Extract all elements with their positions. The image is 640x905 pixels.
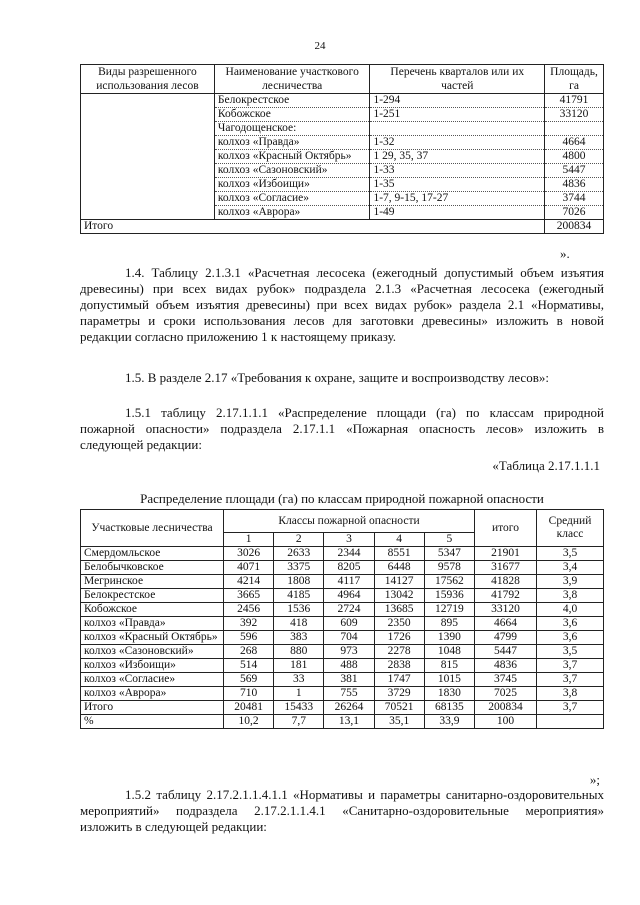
class-1-cell: 3026: [224, 547, 274, 561]
paragraph-1-4: 1.4. Таблицу 2.1.3.1 «Расчетная лесосека (ежегодный допустимый объем изъятия древесины) при всех видах рубок» подраздела 2.1.3 «Расчетная лесосека (ежегодный допустимый объем изъятия древесины) при всех видах рубок» раздела 2.1 «Нормативы, параметры и сроки использования лесов для заготовки древесины» изложить в новой редакции согласно приложению 1 к настоящему приказу.: [80, 265, 604, 344]
quarters-cell: 1-294: [370, 94, 545, 108]
total-cell: 5447: [475, 645, 537, 659]
class-4-cell: 35,1: [374, 715, 424, 729]
table-row: [81, 659, 604, 673]
table-row: [81, 631, 604, 645]
area-cell: 7026: [545, 206, 604, 220]
average-class-cell: 3,4: [537, 561, 604, 575]
forestry-name-cell: Смердомльское: [81, 547, 224, 561]
class-2-cell: 2633: [274, 547, 324, 561]
paragraph-1-5-2: 1.5.2 таблицу 2.17.2.1.1.4.1.1 «Нормативы и параметры санитарно-оздоровительных мероприятий» подраздела 2.17.2.1.1.4.1 «Санитарно-оздоровительные мероприятия» изложить в следующей редакции:: [80, 787, 604, 834]
class-5-cell: 895: [424, 617, 474, 631]
class-5-cell: 5347: [424, 547, 474, 561]
table-row: [81, 687, 604, 701]
forestry-name-cell: колхоз «Аврора»: [214, 206, 370, 220]
class-2-cell: 1: [274, 687, 324, 701]
total-cell: 3745: [475, 673, 537, 687]
class-2-cell: 33: [274, 673, 324, 687]
table-row: [81, 108, 604, 122]
class-3-cell: 4964: [324, 589, 374, 603]
class-5-cell: 68135: [424, 701, 474, 715]
table-row: [81, 561, 604, 575]
area-cell: 33120: [545, 108, 604, 122]
total-cell: 4799: [475, 631, 537, 645]
average-class-cell: 3,5: [537, 645, 604, 659]
area-cell: 5447: [545, 164, 604, 178]
total-row: [81, 220, 604, 234]
total-cell: 4664: [475, 617, 537, 631]
total-cell: 4836: [475, 659, 537, 673]
quarters-cell: 1-7, 9-15, 17-27: [370, 192, 545, 206]
class-4-cell: 2838: [374, 659, 424, 673]
class-3-header: 3: [324, 533, 374, 547]
header-area: Площадь, га: [545, 65, 604, 94]
area-cell: 3744: [545, 192, 604, 206]
forestry-name-cell: Мегринское: [81, 575, 224, 589]
class-2-cell: 1536: [274, 603, 324, 617]
forestry-name-cell: колхоз «Избоищи»: [81, 659, 224, 673]
class-5-cell: 15936: [424, 589, 474, 603]
class-2-cell: 383: [274, 631, 324, 645]
class-1-cell: 20481: [224, 701, 274, 715]
table2-caption: Распределение площади (га) по классам природной пожарной опасности: [140, 491, 544, 506]
class-5-cell: 1830: [424, 687, 474, 701]
forestry-name-cell: колхоз «Красный Октябрь»: [214, 150, 370, 164]
header-use-type: Виды разрешенного использования лесов: [81, 65, 215, 94]
class-1-cell: 4214: [224, 575, 274, 589]
quarters-cell: 1 29, 35, 37: [370, 150, 545, 164]
class-3-cell: 755: [324, 687, 374, 701]
class-4-cell: 2350: [374, 617, 424, 631]
class-3-cell: 2724: [324, 603, 374, 617]
total-cell: 33120: [475, 603, 537, 617]
table-row: [81, 192, 604, 206]
table-row: [81, 164, 604, 178]
area-cell: 4664: [545, 136, 604, 150]
use-type-cell: [81, 150, 215, 164]
class-3-cell: 973: [324, 645, 374, 659]
class-4-cell: 3729: [374, 687, 424, 701]
table-row: [81, 673, 604, 687]
class-3-cell: 488: [324, 659, 374, 673]
header-quarters: Перечень кварталов или их частей: [370, 65, 545, 94]
quarters-cell: 1-32: [370, 136, 545, 150]
table-row: [81, 645, 604, 659]
quarters-cell: 1-35: [370, 178, 545, 192]
class-5-cell: 1390: [424, 631, 474, 645]
area-cell: 41791: [545, 94, 604, 108]
class-1-cell: 268: [224, 645, 274, 659]
forestry-name-cell: %: [81, 715, 224, 729]
class-2-header: 2: [274, 533, 324, 547]
use-type-cell: [81, 164, 215, 178]
forest-use-table: [80, 64, 604, 234]
use-type-cell: [81, 192, 215, 206]
class-3-cell: 13,1: [324, 715, 374, 729]
table-row: [81, 603, 604, 617]
class-2-cell: 1808: [274, 575, 324, 589]
class-3-cell: 4117: [324, 575, 374, 589]
table-header-row: [81, 510, 604, 533]
class-4-cell: 1726: [374, 631, 424, 645]
average-class-cell: 3,9: [537, 575, 604, 589]
average-class-cell: 3,8: [537, 687, 604, 701]
forestry-name-cell: колхоз «Красный Октябрь»: [81, 631, 224, 645]
average-class-cell: 3,6: [537, 617, 604, 631]
class-5-cell: 17562: [424, 575, 474, 589]
class-1-cell: 569: [224, 673, 274, 687]
table-number-label: «Таблица 2.17.1.1.1: [492, 458, 600, 473]
table-row: [81, 701, 604, 715]
table2-closing-quote: »;: [589, 772, 600, 787]
class-5-header: 5: [424, 533, 474, 547]
forestry-name-cell: колхоз «Правда»: [214, 136, 370, 150]
total-label: Итого: [81, 220, 545, 234]
class-3-cell: 8205: [324, 561, 374, 575]
header-total: итого: [475, 510, 537, 547]
class-1-cell: 392: [224, 617, 274, 631]
table-row: [81, 715, 604, 729]
class-1-cell: 710: [224, 687, 274, 701]
total-cell: 41792: [475, 589, 537, 603]
use-type-cell: [81, 108, 215, 122]
table-row: [81, 589, 604, 603]
class-5-cell: 12719: [424, 603, 474, 617]
class-5-cell: 815: [424, 659, 474, 673]
class-1-cell: 2456: [224, 603, 274, 617]
table1-closing-quote: ».: [560, 246, 570, 261]
class-3-cell: 704: [324, 631, 374, 645]
average-class-cell: 3,8: [537, 589, 604, 603]
class-4-header: 4: [374, 533, 424, 547]
class-2-cell: 15433: [274, 701, 324, 715]
forestry-name-cell: Белокрестское: [214, 94, 370, 108]
forestry-name-cell: колхоз «Сазоновский»: [214, 164, 370, 178]
use-type-cell: [81, 122, 215, 136]
class-5-cell: 33,9: [424, 715, 474, 729]
class-4-cell: 13042: [374, 589, 424, 603]
class-5-cell: 1015: [424, 673, 474, 687]
class-3-cell: 26264: [324, 701, 374, 715]
total-cell: 7025: [475, 687, 537, 701]
forestry-name-cell: Белокрестское: [81, 589, 224, 603]
total-cell: 100: [475, 715, 537, 729]
paragraph-1-5-1: 1.5.1 таблицу 2.17.1.1.1 «Распределение площади (га) по классам природной пожарной опасности» подраздела 2.17.1.1 «Пожарная опасность лесов» изложить в следующей редакции:: [80, 405, 604, 452]
area-cell: 4836: [545, 178, 604, 192]
average-class-cell: 3,5: [537, 547, 604, 561]
forestry-name-cell: колхоз «Аврора»: [81, 687, 224, 701]
total-cell: 31677: [475, 561, 537, 575]
forestry-name-cell: колхоз «Сазоновский»: [81, 645, 224, 659]
class-1-cell: 514: [224, 659, 274, 673]
header-forestry-name: Наименование участкового лесничества: [214, 65, 370, 94]
class-4-cell: 8551: [374, 547, 424, 561]
area-cell: [545, 122, 604, 136]
class-4-cell: 70521: [374, 701, 424, 715]
forestry-name-cell: Итого: [81, 701, 224, 715]
total-cell: 200834: [475, 701, 537, 715]
average-class-cell: [537, 715, 604, 729]
class-3-cell: 381: [324, 673, 374, 687]
class-4-cell: 1747: [374, 673, 424, 687]
use-type-cell: [81, 136, 215, 150]
table-header-row: [81, 65, 604, 94]
average-class-cell: 4,0: [537, 603, 604, 617]
class-2-cell: 4185: [274, 589, 324, 603]
forestry-name-cell: колхоз «Избоищи»: [214, 178, 370, 192]
quarters-cell: [370, 122, 545, 136]
average-class-cell: 3,7: [537, 701, 604, 715]
class-1-cell: 596: [224, 631, 274, 645]
table-row: [81, 136, 604, 150]
class-5-cell: 1048: [424, 645, 474, 659]
forestry-name-cell: Чагодощенское:: [214, 122, 370, 136]
forestry-name-cell: Белобычковское: [81, 561, 224, 575]
header-forestries: Участковые лесничества: [81, 510, 224, 547]
average-class-cell: 3,6: [537, 631, 604, 645]
forestry-name-cell: колхоз «Правда»: [81, 617, 224, 631]
average-class-cell: 3,7: [537, 673, 604, 687]
use-type-cell: [81, 178, 215, 192]
quarters-cell: 1-251: [370, 108, 545, 122]
use-type-cell: [81, 94, 215, 108]
class-2-cell: 3375: [274, 561, 324, 575]
class-4-cell: 2278: [374, 645, 424, 659]
quarters-cell: 1-49: [370, 206, 545, 220]
class-2-cell: 181: [274, 659, 324, 673]
class-2-cell: 7,7: [274, 715, 324, 729]
table-row: [81, 94, 604, 108]
forestry-name-cell: колхоз «Согласие»: [81, 673, 224, 687]
table-row: [81, 150, 604, 164]
table-row: [81, 178, 604, 192]
total-cell: 41828: [475, 575, 537, 589]
class-2-cell: 418: [274, 617, 324, 631]
class-1-header: 1: [224, 533, 274, 547]
use-type-cell: [81, 206, 215, 220]
header-average-class: Средний класс: [537, 510, 604, 547]
table-row: [81, 617, 604, 631]
class-1-cell: 4071: [224, 561, 274, 575]
quarters-cell: 1-33: [370, 164, 545, 178]
page-number: 24: [314, 40, 326, 52]
forestry-name-cell: Кобожское: [214, 108, 370, 122]
total-value: 200834: [545, 220, 604, 234]
class-2-cell: 880: [274, 645, 324, 659]
average-class-cell: 3,7: [537, 659, 604, 673]
class-4-cell: 14127: [374, 575, 424, 589]
table-row: [81, 206, 604, 220]
forestry-name-cell: колхоз «Согласие»: [214, 192, 370, 206]
class-4-cell: 13685: [374, 603, 424, 617]
class-1-cell: 3665: [224, 589, 274, 603]
class-1-cell: 10,2: [224, 715, 274, 729]
class-4-cell: 6448: [374, 561, 424, 575]
table-row: [81, 547, 604, 561]
class-3-cell: 609: [324, 617, 374, 631]
class-3-cell: 2344: [324, 547, 374, 561]
total-cell: 21901: [475, 547, 537, 561]
table-row: [81, 575, 604, 589]
paragraph-1-5: 1.5. В разделе 2.17 «Требования к охране, защите и воспроизводству лесов»:: [125, 370, 549, 385]
class-5-cell: 9578: [424, 561, 474, 575]
fire-class-table: [80, 509, 604, 729]
forestry-name-cell: Кобожское: [81, 603, 224, 617]
area-cell: 4800: [545, 150, 604, 164]
header-fire-classes: Классы пожарной опасности: [224, 510, 475, 533]
table-row: [81, 122, 604, 136]
